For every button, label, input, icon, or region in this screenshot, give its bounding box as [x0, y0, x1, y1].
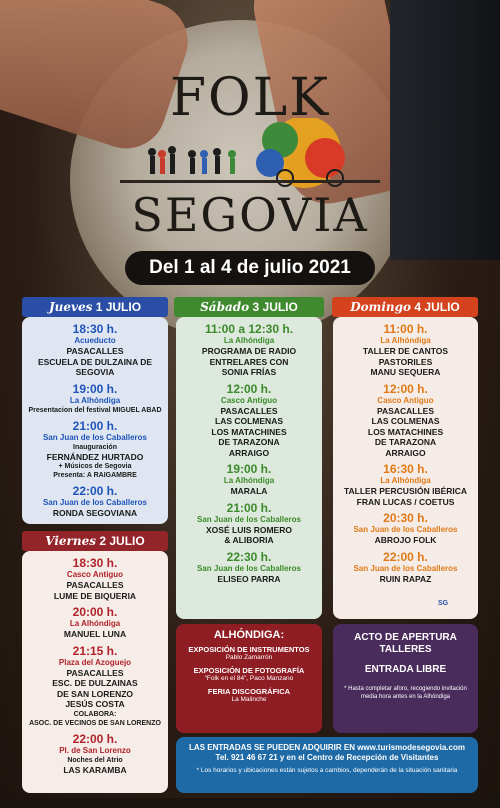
program-event	[180, 322, 318, 378]
event-line: ENTRELARES CON	[209, 356, 289, 367]
program-event	[337, 550, 474, 585]
event-line: XOSÉ LUIS ROMERO	[206, 524, 292, 535]
event-time: 11:00 a 12:30 h.	[204, 322, 294, 336]
day-number: 3	[252, 300, 260, 314]
event-time: 19:00 h.	[72, 381, 118, 396]
event-line: & ALIBORIA	[224, 535, 274, 545]
tickets-phone: Tel. 921 46 67 21 y en el Centro de Recepción de Visitantes	[215, 753, 439, 762]
event-line: TALLER DE CANTOS	[362, 346, 449, 356]
program-event	[26, 605, 164, 640]
event-place: San Juan de los Caballeros	[42, 498, 148, 507]
event-place: La Alhóndiga	[223, 476, 275, 485]
event-line: PASTORILES	[378, 356, 433, 367]
day-name: Viernes	[45, 534, 96, 548]
event-place: La Alhóndiga	[223, 336, 275, 345]
event-line: PASACALLES	[66, 580, 124, 590]
event-line: + Músicos de Segovia	[58, 463, 132, 470]
opening-title: ACTO DE APERTURA	[354, 632, 457, 643]
event-place: Plaza del Azoguejo	[58, 657, 132, 667]
event-time: 20:00 h.	[72, 605, 118, 619]
event-place: La Alhóndiga	[69, 395, 121, 405]
event-line: Noches del Atrio	[67, 756, 123, 764]
day-header-sunday	[332, 297, 478, 317]
program-event	[26, 382, 164, 415]
program-event	[180, 462, 318, 497]
event-line: FRAN LUCAS / COETUS	[356, 496, 455, 507]
event-time: 20:30 h.	[383, 511, 428, 525]
opening-note: * Hasta completar aforo, recogiendo invitación media hora antes en la Alhóndiga	[344, 686, 467, 700]
exhibition-subtitle: La Malinche	[231, 696, 267, 703]
event-place: La Alhóndiga	[69, 619, 121, 628]
event-line: ABROJO FOLK	[374, 535, 437, 545]
day-number: 1	[95, 300, 103, 314]
event-time: 12:00 h.	[226, 381, 272, 396]
event-line: JESÚS COSTA	[65, 699, 125, 709]
event-line: LAS COLMENAS	[371, 416, 440, 426]
event-line: Presentacion del festival MIGUEL ABAD	[28, 406, 162, 414]
exhibition-subtitle: “Folk en el 84”, Paco Manzano	[204, 675, 294, 682]
event-line: LAS COLMENAS	[215, 416, 283, 426]
event-line: ASOC. DE VECINOS DE SAN LORENZO	[29, 719, 161, 727]
title-segovia: SEGOVIA	[131, 188, 369, 242]
program-event	[337, 322, 474, 378]
event-line: PASACALLES	[66, 667, 124, 678]
program-event	[180, 501, 318, 546]
title-folk: FOLK	[169, 68, 331, 128]
event-time: 21:15 h.	[72, 643, 118, 658]
event-line: RONDA SEGOVIANA	[52, 508, 138, 518]
exhibition-title: FERIA DISCOGRÁFICA	[207, 687, 291, 696]
event-line: DE TARAZONA	[218, 437, 280, 447]
event-place: San Juan de los Caballeros	[196, 514, 302, 524]
event-time: 18:30 h.	[72, 322, 118, 336]
event-time: 22:00 h.	[72, 731, 118, 746]
event-place: San Juan de los Caballeros	[353, 525, 458, 534]
day-header-thursday	[22, 297, 168, 317]
event-line: Presenta: A RAIGAMBRE	[53, 472, 137, 479]
event-line: TALLER PERCUSIÓN IBÉRICA	[343, 486, 468, 496]
event-time: 22:00 h.	[383, 549, 428, 564]
program-card-friday	[22, 551, 168, 793]
workshops-title: TALLERES	[379, 644, 432, 655]
day-month: JULIO	[424, 300, 460, 314]
event-line: ELISEO PARRA	[217, 573, 281, 584]
event-line: DE SAN LORENZO	[56, 688, 134, 699]
event-time: 19:00 h.	[226, 462, 272, 476]
event-time: 12:00 h.	[383, 381, 428, 396]
sleeve-image	[390, 0, 500, 260]
program-card-thursday	[22, 317, 168, 524]
event-place: Casco Antiguo	[66, 570, 124, 579]
event-line: RUIN RAPAZ	[379, 573, 432, 584]
day-month: JULIO	[109, 534, 145, 548]
event-line: MARALA	[230, 486, 268, 496]
event-line: ESC. DE DULZAINAS	[52, 678, 138, 688]
event-time: 21:00 h.	[226, 500, 272, 515]
exhibitions-title: ALHÓNDIGA:	[213, 629, 285, 641]
exhibition-subtitle: Pablo Zamarrón	[225, 654, 273, 661]
event-place: San Juan de los Caballeros	[353, 563, 458, 573]
day-header-friday	[22, 531, 168, 551]
event-line: Inauguración	[73, 443, 117, 451]
event-place: La Alhóndiga	[380, 336, 431, 345]
tickets-note: * Los horarios y ubicaciones están sujetos a cambios, dependerán de la situación sanitaria	[196, 767, 458, 774]
event-line: PASACALLES	[220, 405, 278, 416]
logo-divider	[120, 180, 380, 183]
event-line: COLABORA:	[73, 710, 117, 718]
footer-strip	[0, 798, 500, 808]
event-line: PASACALLES	[377, 405, 434, 416]
program-event	[26, 322, 164, 378]
exhibition-title: EXPOSICIÓN DE FOTOGRAFÍA	[193, 666, 305, 675]
event-line: PASACALLES	[66, 346, 124, 356]
event-place: Pl. de San Lorenzo	[59, 745, 131, 755]
tickets-panel	[176, 737, 478, 793]
program-event	[180, 382, 318, 459]
day-name: Sábado	[200, 300, 250, 314]
event-place: Acueducto	[74, 336, 116, 345]
event-place: Casco Antiguo	[377, 395, 434, 405]
event-line: ARRAIGO	[385, 447, 426, 458]
day-number: 4	[414, 300, 422, 314]
day-name: Domingo	[350, 300, 412, 314]
event-place: Casco Antiguo	[220, 395, 278, 405]
event-time: 22:30 h.	[226, 549, 272, 564]
event-line: DE TARAZONA	[374, 437, 437, 447]
program-event	[26, 644, 164, 728]
program-event	[26, 732, 164, 776]
day-name: Jueves	[48, 300, 93, 314]
program-card-sunday	[333, 317, 478, 619]
sg-logo: SG	[438, 600, 449, 607]
event-line: PROGRAMA DE RADIO	[201, 346, 297, 356]
program-event	[26, 556, 164, 601]
event-line: LUME DE BIQUERIA	[53, 590, 137, 601]
festival-dates: Del 1 al 4 de julio 2021	[125, 251, 375, 285]
program-event	[337, 382, 474, 459]
day-number: 2	[99, 534, 107, 548]
exhibitions-panel	[176, 624, 322, 733]
program-event	[337, 462, 474, 507]
event-line: LAS KARAMBA	[63, 764, 127, 775]
day-month: JULIO	[105, 300, 142, 314]
event-line: FERNÁNDEZ HURTADO	[46, 451, 144, 462]
event-line: LOS MATACHINES	[367, 426, 444, 437]
event-time: 21:00 h.	[72, 418, 118, 433]
event-line: MANUEL LUNA	[63, 629, 127, 639]
event-place: San Juan de los Caballeros	[42, 432, 148, 442]
event-line: ARRAIGO	[228, 447, 270, 458]
program-event	[26, 484, 164, 519]
event-line: LOS MATACHINES	[211, 426, 287, 437]
exhibition-title: EXPOSICIÓN DE INSTRUMENTOS	[188, 645, 310, 654]
event-line: MANU SEQUERA	[370, 367, 441, 377]
program-card-saturday	[176, 317, 322, 619]
event-line: ESCUELA DE DULZAINA DE SEGOVIA	[37, 356, 153, 377]
event-time: 11:00 h.	[383, 322, 428, 336]
program-event	[26, 419, 164, 481]
opening-panel	[333, 624, 478, 733]
day-month: JULIO	[262, 300, 298, 314]
event-place: San Juan de los Caballeros	[196, 563, 302, 573]
program-event	[337, 511, 474, 546]
tickets-info: LAS ENTRADAS SE PUEDEN ADQUIRIR EN www.turismodesegovia.com	[189, 743, 465, 752]
day-header-saturday	[174, 297, 324, 317]
event-line: SONIA FRÍAS	[221, 367, 277, 377]
event-time: 16:30 h.	[383, 462, 428, 476]
event-time: 22:00 h.	[72, 484, 118, 498]
event-place: La Alhóndiga	[380, 476, 431, 485]
event-time: 18:30 h.	[72, 556, 118, 570]
program-event	[180, 550, 318, 585]
free-entry-label: ENTRADA LIBRE	[364, 664, 447, 675]
